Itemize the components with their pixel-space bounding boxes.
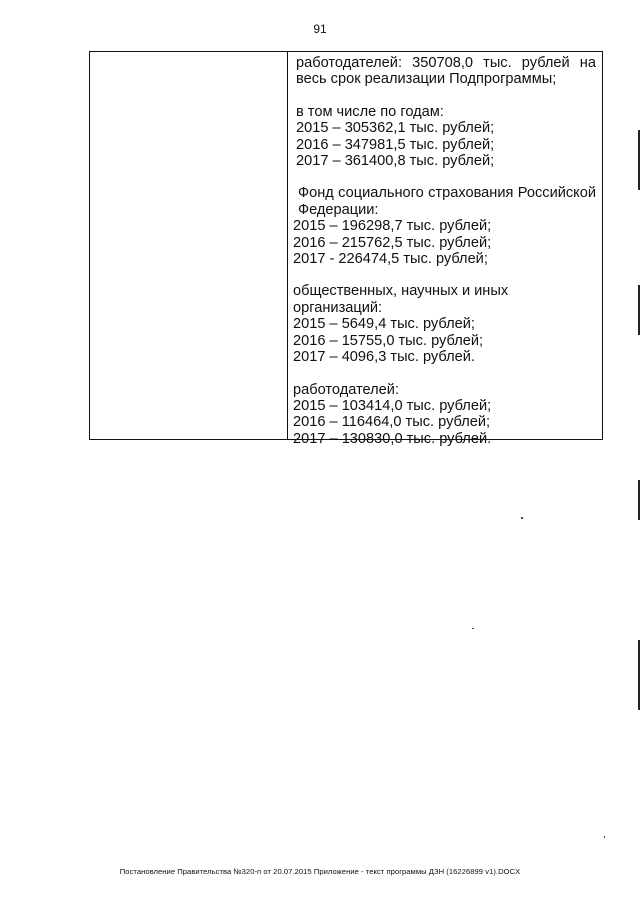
employers-2016: 2016 – 116464,0 тыс. рублей; <box>293 414 491 431</box>
employers-heading: работодателей: <box>293 381 400 398</box>
employers-2017: 2017 – 130830,0 тыс. рублей. <box>293 430 492 447</box>
employers-total-block <box>293 55 596 88</box>
employers-2015: 2015 – 103414,0 тыс. рублей; <box>293 397 492 414</box>
scan-speck <box>472 628 474 629</box>
table-left-cell <box>90 52 288 439</box>
budget-table <box>89 51 603 447</box>
by-years-2015: 2015 – 305362,1 тыс. рублей; <box>296 120 495 137</box>
public-orgs-2017: 2017 – 4096,3 тыс. рублей. <box>293 349 475 366</box>
employers-total-line-2: весь срок реализации Подпрограммы; <box>296 71 557 88</box>
social-fund-2017: 2017 - 226474,5 тыс. рублей; <box>293 251 488 268</box>
employers-total-line-1: работодателей: 350708,0 тыс. рублей на <box>296 55 596 71</box>
public-orgs-block <box>293 283 596 365</box>
scan-speck <box>521 517 523 519</box>
page-number: 91 <box>313 22 327 36</box>
public-orgs-2016: 2016 – 15755,0 тыс. рублей; <box>293 332 484 349</box>
document-footer: Постановление Правительства №320-п от 20.07.2015 Приложение - текст программы ДЗН (16226899 v1).DOCX <box>119 867 521 876</box>
employers-block <box>293 382 596 448</box>
table-right-cell <box>288 52 602 447</box>
social-fund-heading-line-1: Фонд социального страхования Российской <box>298 185 596 202</box>
by-years-heading: в том числе по годам: <box>296 103 444 120</box>
public-orgs-heading: общественных, научных и иных организаций: <box>293 283 509 316</box>
by-years-2016: 2016 – 347981,5 тыс. рублей; <box>296 136 495 153</box>
social-fund-heading-line-2: Федерации: <box>298 201 379 218</box>
by-years-2017: 2017 – 361400,8 тыс. рублей; <box>296 153 495 170</box>
scan-speck <box>604 836 605 838</box>
social-fund-2016: 2016 – 215762,5 тыс. рублей; <box>293 234 492 251</box>
social-fund-block <box>293 185 596 267</box>
public-orgs-2015: 2015 – 5649,4 тыс. рублей; <box>293 316 475 333</box>
by-years-block <box>293 104 596 170</box>
social-fund-2015: 2015 – 196298,7 тыс. рублей; <box>293 218 492 235</box>
